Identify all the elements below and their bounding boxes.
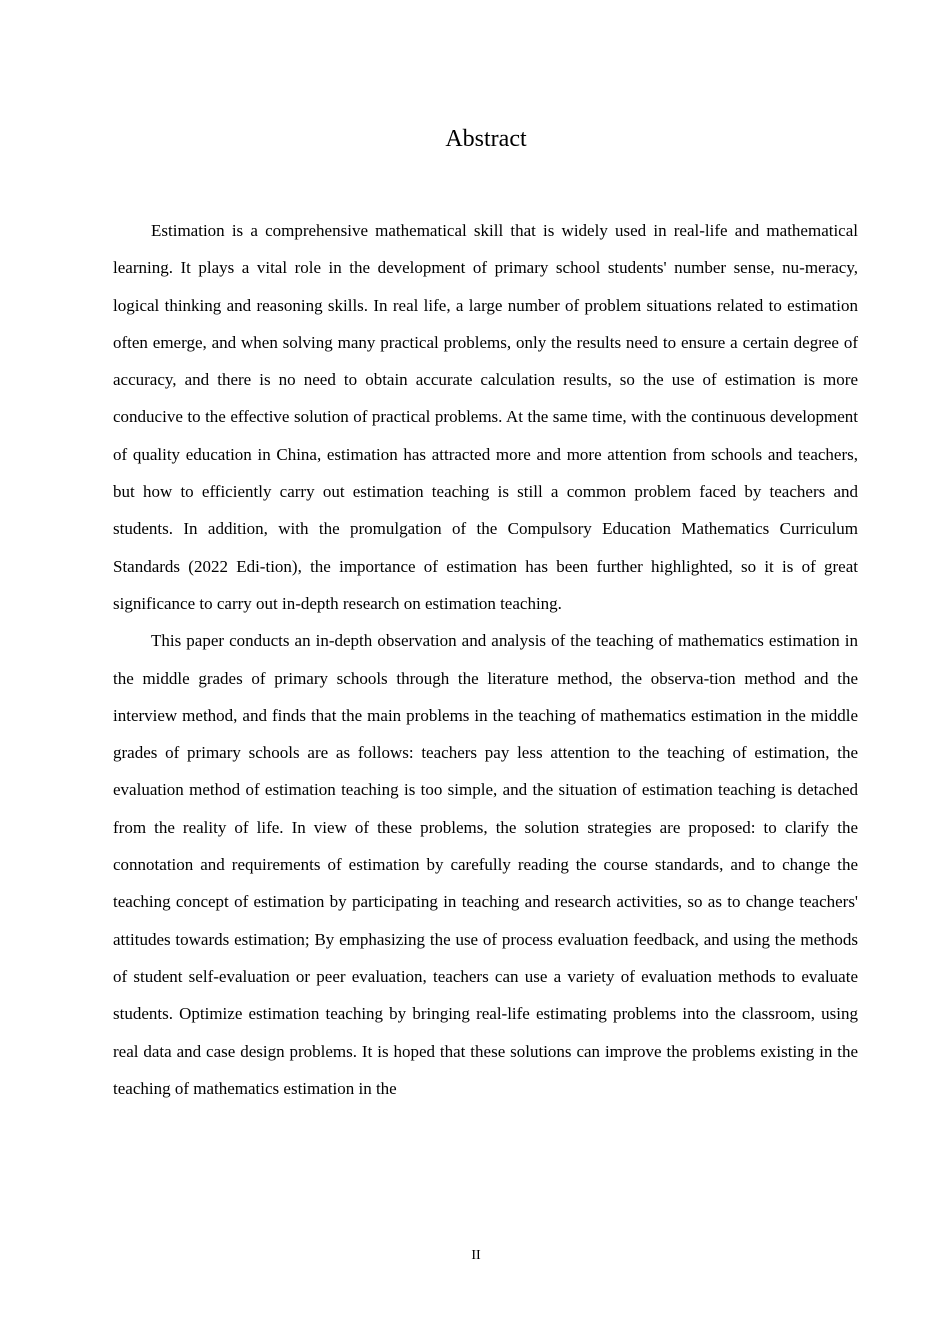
abstract-paragraph-2: This paper conducts an in-depth observation and analysis of the teaching of mathematics estimation in the middle grades of primary schools through the literature method, the observa-tion method and the interview method, and finds that the main problems in the teaching of mathematics estimation in the middle grades of primary schools are as follows: teachers pay less attention to the teaching of estimation, the evaluation method of estimation teaching is too simple, and the situation of estimation teaching is detached from the reality of life. In view of these problems, the solution strategies are proposed: to clarify the connotation and requirements of estimation by carefully reading the course standards, and to change the teaching concept of estimation by participating in teaching and research activities, so as to change teachers' attitudes towards estimation; By emphasizing the use of process evaluation feedback, and using the methods of student self-evaluation or peer evaluation, teachers can use a variety of evaluation methods to evaluate students. Optimize estimation teaching by bringing real-life estimating problems into the classroom, using real data and case design problems. It is hoped that these solutions can improve the problems existing in the teaching of mathematics estimation in the: [113, 631, 858, 1098]
abstract-paragraph-1: Estimation is a comprehensive mathematical skill that is widely used in real-life and mathematical learning. It plays a vital role in the development of primary school students' number sense, nu-meracy, logical thinking and reasoning skills. In real life, a large number of problem situations related to estimation often emerge, and when solving many practical problems, only the results need to ensure a certain degree of accuracy, and there is no need to obtain accurate calculation results, so the use of estimation is more conducive to the effective solution of practical problems. At the same time, with the continuous development of quality education in China, estimation has attracted more and more attention from schools and teachers, but how to efficiently carry out estimation teaching is still a common problem faced by teachers and students. In addition, with the promulgation of the Compulsory Education Mathematics Curriculum Standards (2022 Edi-tion), the importance of estimation has been further highlighted, so it is of great significance to carry out in-depth research on estimation teaching.: [113, 221, 858, 613]
abstract-body: [113, 212, 858, 1107]
page-number: II: [471, 1248, 481, 1263]
page-title: Abstract: [445, 126, 527, 152]
